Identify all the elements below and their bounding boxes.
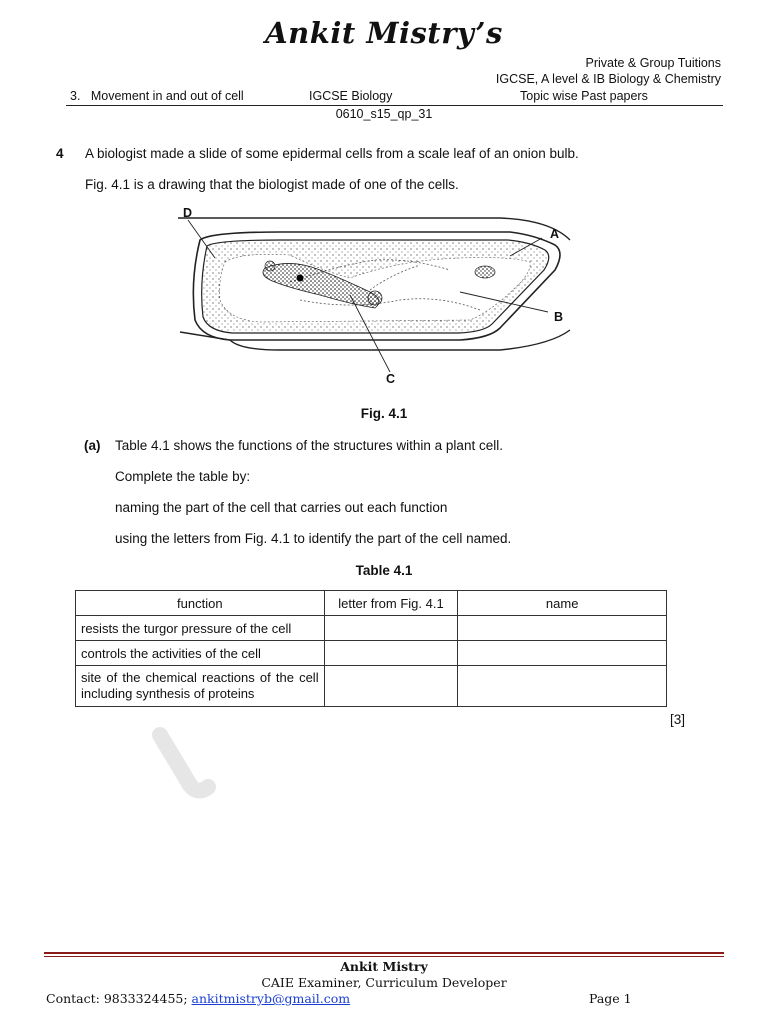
name-answer-cell[interactable] bbox=[458, 616, 667, 641]
neighbour-wall-top bbox=[178, 218, 570, 240]
function-cell: resists the turgor pressure of the cell bbox=[76, 616, 325, 641]
topic-label: 3. Movement in and out of cell bbox=[70, 89, 244, 103]
table-row bbox=[76, 616, 667, 641]
watermark-mark bbox=[150, 715, 230, 805]
part-a-label: (a) bbox=[84, 438, 101, 453]
header-divider bbox=[66, 105, 723, 106]
brand-title: Ankit Mistry’s bbox=[265, 16, 503, 50]
email-link[interactable]: ankitmistryb@gmail.com bbox=[191, 991, 351, 1006]
col-header-letter: letter from Fig. 4.1 bbox=[324, 591, 458, 616]
footer-role: CAIE Examiner, Curriculum Developer bbox=[261, 975, 507, 990]
fig-label-a: A bbox=[550, 227, 560, 241]
table-row bbox=[76, 666, 667, 707]
letter-answer-cell[interactable] bbox=[324, 616, 458, 641]
figure-intro: Fig. 4.1 is a drawing that the biologist made of one of the cells. bbox=[85, 177, 459, 192]
part-a-line4: using the letters from Fig. 4.1 to identify the part of the cell named. bbox=[115, 531, 512, 546]
page-number: Page 1 bbox=[589, 991, 632, 1006]
function-cell: controls the activities of the cell bbox=[76, 641, 325, 666]
table-title: Table 4.1 bbox=[355, 563, 413, 578]
part-a-line3: naming the part of the cell that carries out each function bbox=[115, 500, 448, 515]
col-header-function: function bbox=[76, 591, 325, 616]
question-number: 4 bbox=[56, 146, 64, 161]
cell-diagram bbox=[170, 200, 590, 390]
table-row bbox=[76, 641, 667, 666]
figure-caption: Fig. 4.1 bbox=[360, 406, 408, 421]
question-intro: A biologist made a slide of some epidermal cells from a scale leaf of an onion bulb. bbox=[85, 146, 579, 161]
name-answer-cell[interactable] bbox=[458, 666, 667, 707]
label-line-d bbox=[188, 220, 215, 258]
tagline-tuitions: Private & Group Tuitions bbox=[585, 56, 721, 70]
contact-phone: Contact: 9833324455; bbox=[46, 991, 192, 1006]
part-a-line1: Table 4.1 shows the functions of the structures within a plant cell. bbox=[115, 438, 503, 453]
paper-code: 0610_s15_qp_31 bbox=[335, 107, 433, 121]
tagline-subjects: IGCSE, A level & IB Biology & Chemistry bbox=[495, 72, 721, 86]
letter-answer-cell[interactable] bbox=[324, 666, 458, 707]
name-answer-cell[interactable] bbox=[458, 641, 667, 666]
function-cell: site of the chemical reactions of the cell including synthesis of proteins bbox=[76, 666, 325, 707]
footer-name: Ankit Mistry bbox=[340, 959, 428, 974]
footer-rule-thin bbox=[44, 956, 724, 957]
fig-label-c: C bbox=[386, 372, 396, 386]
part-a-line2: Complete the table by: bbox=[115, 469, 251, 484]
footer-rule-thick bbox=[44, 952, 724, 954]
functions-table bbox=[75, 590, 667, 707]
subject-label: IGCSE Biology bbox=[309, 89, 393, 103]
table-header-row bbox=[76, 591, 667, 616]
series-label: Topic wise Past papers bbox=[520, 89, 648, 103]
marks-label: [3] bbox=[670, 712, 686, 727]
footer-contact bbox=[46, 991, 350, 1006]
fig-label-b: B bbox=[554, 310, 564, 324]
letter-answer-cell[interactable] bbox=[324, 641, 458, 666]
fig-label-d: D bbox=[183, 206, 193, 220]
col-header-name: name bbox=[458, 591, 667, 616]
